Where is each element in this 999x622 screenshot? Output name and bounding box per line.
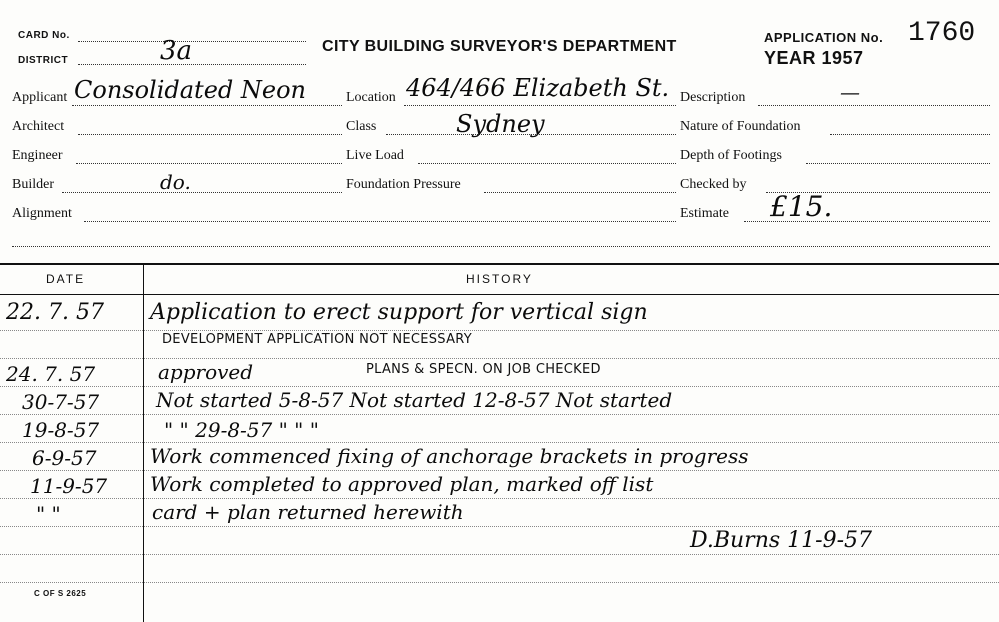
builder-label: Builder (12, 177, 54, 192)
history-date: " " (36, 502, 61, 526)
foundation-pressure-label: Foundation Pressure (346, 177, 461, 192)
alignment-line (84, 221, 676, 222)
applicant-line (72, 105, 342, 106)
rule-line (0, 330, 999, 331)
rule-line (0, 554, 999, 555)
checked-by-label: Checked by (680, 177, 747, 192)
history-text: card + plan returned herewith (152, 500, 464, 524)
district-label: DISTRICT (18, 55, 69, 66)
history-stamp: DEVELOPMENT APPLICATION NOT NECESSARY (162, 332, 473, 347)
rule-line (0, 526, 999, 527)
history-date: 6-9-57 (32, 446, 97, 470)
class-label: Class (346, 119, 377, 134)
table-header-border (0, 294, 999, 295)
applicant-value: Consolidated Neon (74, 76, 307, 104)
builder-value: do. (160, 170, 191, 194)
estimate-value: £15. (770, 190, 833, 223)
history-text: Work commenced fixing of anchorage brackets in progress (150, 444, 749, 468)
location-label: Location (346, 90, 396, 105)
description-label: Description (680, 90, 746, 105)
estimate-label: Estimate (680, 206, 729, 221)
history-stamp: PLANS & SPECN. ON JOB CHECKED (366, 362, 601, 377)
location-value-2: Sydney (456, 110, 545, 138)
rule-line (0, 414, 999, 415)
department-title: CITY BUILDING SURVEYOR'S DEPARTMENT (322, 38, 677, 55)
description-line (758, 105, 990, 106)
foundation-pressure-line (484, 192, 676, 193)
rule-line (0, 470, 999, 471)
year-label: YEAR 1957 (764, 48, 864, 68)
history-text: " " 29-8-57 " " " (164, 418, 319, 442)
application-number: 1760 (908, 18, 976, 49)
architect-line (78, 134, 342, 135)
nature-line (830, 134, 990, 135)
card-no-label: CARD No. (18, 30, 70, 41)
architect-label: Architect (12, 119, 65, 134)
rule-line (0, 498, 999, 499)
depth-line (806, 163, 990, 164)
history-date: 19-8-57 (22, 418, 100, 442)
live-load-line (418, 163, 676, 164)
depth-of-footings-label: Depth of Footings (680, 148, 782, 163)
history-text: approved (158, 360, 254, 384)
signature: D.Burns 11-9-57 (690, 528, 873, 553)
history-date: 22. 7. 57 (6, 300, 104, 325)
application-no-label: APPLICATION No. (764, 30, 884, 45)
history-text: Application to erect support for vertical sign (150, 300, 648, 325)
history-header: HISTORY (466, 272, 533, 286)
history-date: 30-7-57 (22, 390, 100, 414)
rule-line (0, 442, 999, 443)
builder-line (62, 192, 342, 193)
rule-line (0, 358, 999, 359)
history-date: 24. 7. 57 (6, 362, 96, 386)
field-separator-line (12, 246, 990, 247)
rule-line (0, 582, 999, 583)
description-value: — (840, 80, 860, 104)
engineer-label: Engineer (12, 148, 63, 163)
nature-of-foundation-label: Nature of Foundation (680, 119, 801, 134)
location-value: 464/466 Elizabeth St. (406, 74, 670, 102)
location-line (404, 105, 676, 106)
form-code: C OF S 2625 (34, 589, 87, 598)
applicant-label: Applicant (12, 90, 68, 105)
history-text: Not started 5-8-57 Not started 12-8-57 Not started (156, 388, 673, 412)
table-top-border (0, 263, 999, 265)
alignment-label: Alignment (12, 206, 72, 221)
history-text: Work completed to approved plan, marked off list (150, 472, 654, 496)
rule-line (0, 386, 999, 387)
engineer-line (76, 163, 342, 164)
history-date: 11-9-57 (30, 474, 108, 498)
live-load-label: Live Load (346, 148, 404, 163)
district-value: 3a (160, 36, 193, 66)
date-header: DATE (46, 272, 86, 286)
